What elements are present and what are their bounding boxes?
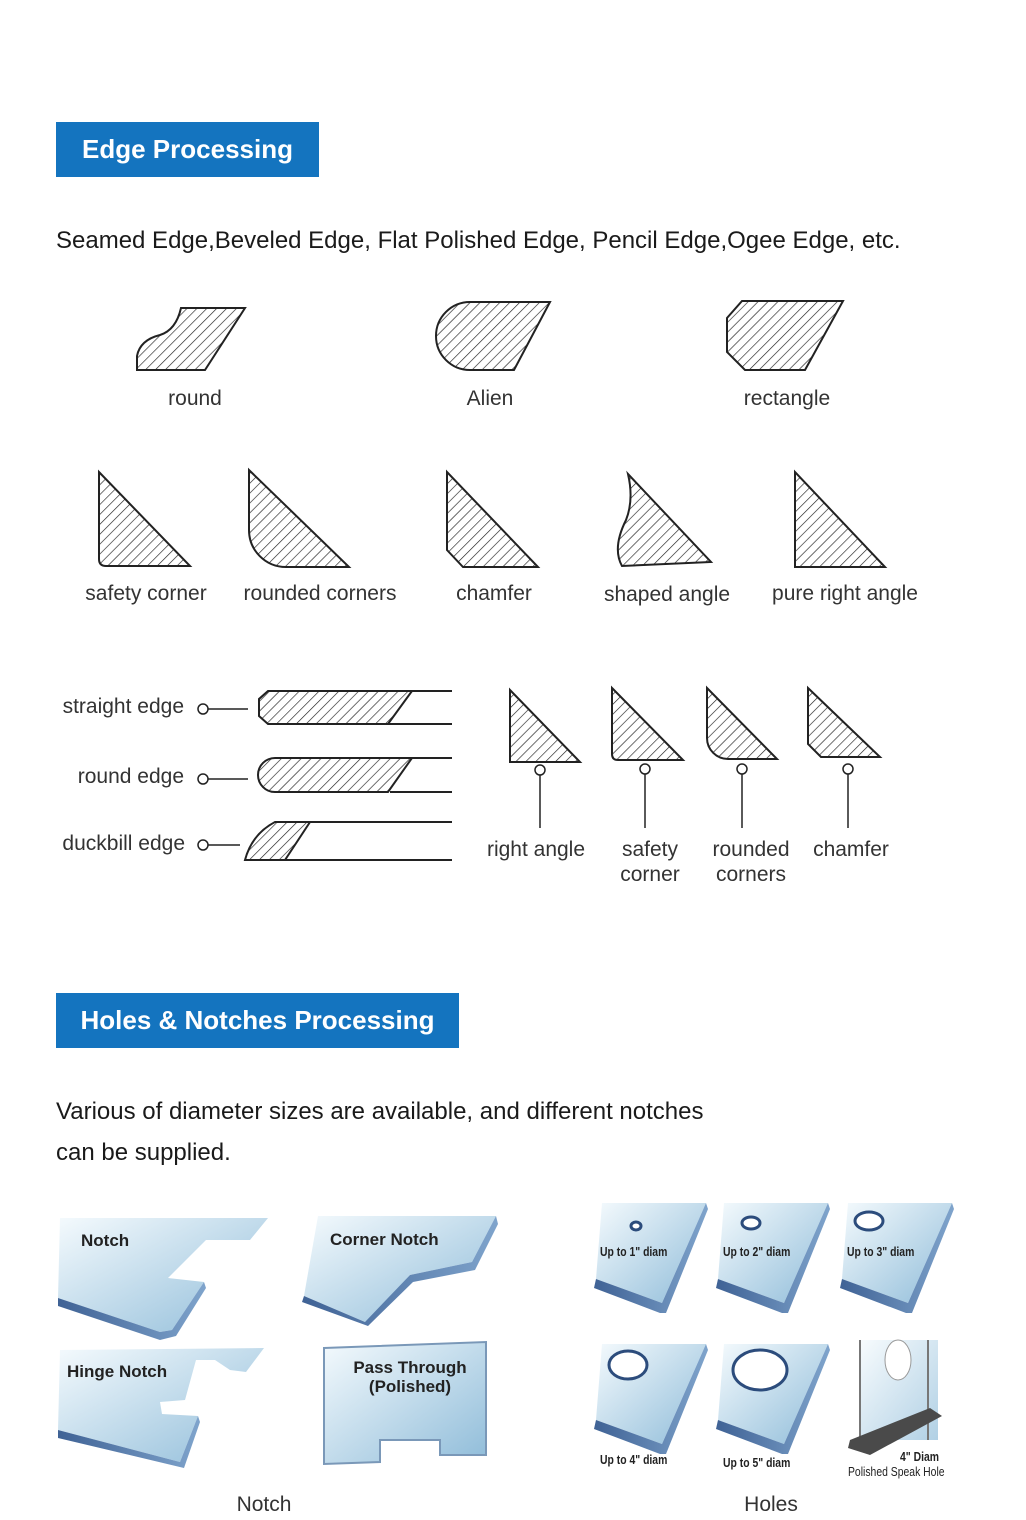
chamfer-corner — [808, 688, 880, 757]
label-rectangle: rectangle — [743, 387, 831, 410]
rounded-corners-shape — [249, 470, 349, 567]
label-corner-chamfer — [813, 837, 889, 862]
hole-label-4: Up to 4" diam — [600, 1452, 668, 1467]
label-duckbill-edge: duckbill edge — [62, 832, 185, 855]
notch-caption: Notch — [236, 1493, 292, 1516]
line1: chamfer — [813, 838, 889, 861]
line1: safety — [621, 838, 679, 861]
speak-hole-label: Polished Speak Hole — [848, 1464, 945, 1479]
pass-through-label: Pass Through (Polished) — [353, 1358, 467, 1396]
duckbill-edge-profile — [245, 822, 310, 860]
round-edge-profile — [258, 758, 412, 792]
holes-description — [56, 1091, 703, 1173]
label-corner-safety — [620, 837, 680, 887]
line2: corners — [715, 863, 787, 886]
holes-notches-heading: Holes & Notches Processing — [56, 993, 459, 1048]
label-round-edge: round edge — [77, 765, 184, 788]
shaped-angle-shape — [618, 474, 711, 566]
pure-right-angle-shape — [795, 472, 885, 567]
corner-notch-label: Corner Notch — [330, 1230, 439, 1249]
edge-description: Seamed Edge,Beveled Edge, Flat Polished Edge, Pencil Edge,Ogee Edge, etc. — [56, 227, 901, 254]
alien-edge-shape — [436, 302, 550, 370]
description-line1: Various of diameter sizes are available, and different notches — [56, 1098, 704, 1125]
label-chamfer: chamfer — [456, 582, 532, 605]
speak-hole-glass — [848, 1340, 942, 1455]
hole-label-1: Up to 1" diam — [600, 1244, 668, 1259]
straight-edge-profile — [259, 691, 412, 724]
safety-corner-corner — [612, 688, 683, 760]
round-edge-shape — [137, 308, 245, 370]
line2: corner — [620, 863, 680, 886]
label-pure-right-angle: pure right angle — [772, 582, 918, 605]
label-corner-rounded — [712, 837, 789, 887]
hinge-notch-label: Hinge Notch — [67, 1362, 168, 1381]
rectangle-edge-shape — [727, 301, 843, 370]
notch-label: Notch — [81, 1231, 130, 1250]
line1: right angle — [486, 838, 586, 861]
label-rounded-corners: rounded corners — [243, 582, 397, 605]
edge-processing-heading: Edge Processing — [56, 122, 319, 177]
label-safety-corner: safety corner — [85, 582, 207, 605]
holes-caption: Holes — [744, 1493, 798, 1516]
label-straight-edge: straight edge — [62, 695, 184, 718]
hole-label-5: Up to 5" diam — [723, 1455, 791, 1470]
chamfer-shape — [447, 472, 538, 567]
label-alien: Alien — [466, 387, 514, 410]
description-line2: can be supplied. — [56, 1139, 231, 1166]
label-round: round — [168, 387, 222, 410]
hole-label-3: Up to 3" diam — [847, 1244, 915, 1259]
right-angle-corner — [510, 690, 580, 762]
speak-hole-diam: 4" Diam — [900, 1449, 940, 1464]
rounded-corners-corner — [707, 688, 777, 759]
label-shaped-angle: shaped angle — [603, 583, 731, 606]
line1: rounded — [712, 838, 790, 861]
hole-label-2: Up to 2" diam — [723, 1244, 791, 1259]
safety-corner-shape — [99, 472, 190, 566]
label-corner-right-angle — [487, 837, 585, 862]
